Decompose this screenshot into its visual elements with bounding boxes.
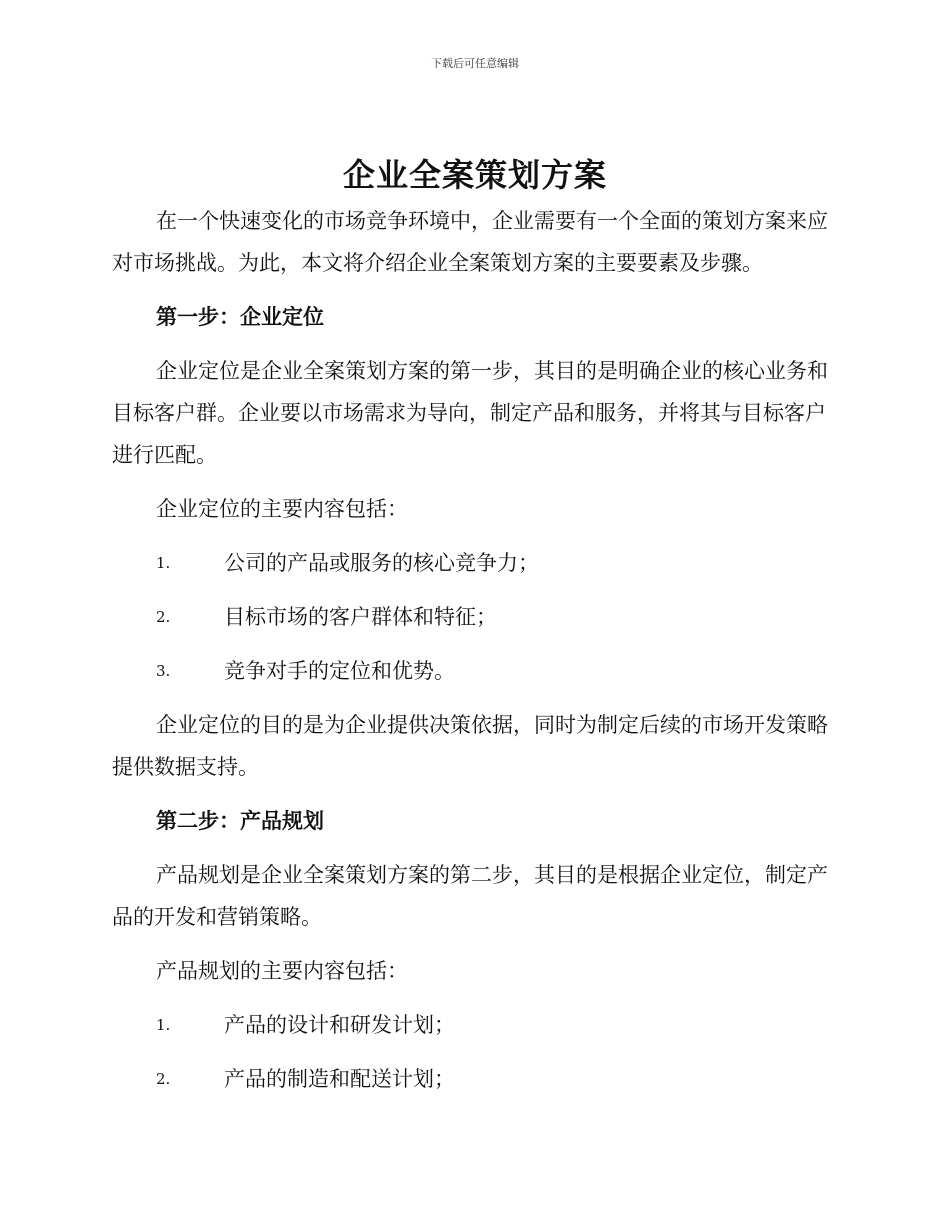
list-item-text: 竞争对手的定位和优势。 [224, 659, 455, 683]
list-item-number: 2. [156, 1070, 171, 1088]
list-item [112, 542, 830, 584]
step2-paragraph: 产品规划是企业全案策划方案的第二步，其目的是根据企业定位，制定产品的开发和营销策略。 [112, 863, 828, 929]
document-title: 企业全案策划方案 [342, 156, 607, 194]
step1-conclusion: 企业定位的目的是为企业提供决策依据，同时为制定后续的市场开发策略提供数据支持。 [112, 713, 828, 779]
list-item-number: 2. [156, 608, 171, 626]
step1-paragraph: 企业定位是企业全案策划方案的第一步，其目的是明确企业的核心业务和目标客户群。企业要以市场需求为导向，制定产品和服务，并将其与目标客户进行匹配。 [112, 359, 828, 467]
page-header: 下载后可任意编辑 [431, 57, 519, 70]
list-item-number: 1. [156, 554, 171, 572]
list-item-text: 产品的制造和配送计划； [224, 1067, 455, 1091]
list-item-text: 产品的设计和研发计划； [224, 1013, 455, 1037]
list-item [112, 1058, 830, 1100]
step1-list-intro: 企业定位的主要内容包括： [156, 497, 408, 521]
list-item-number: 3. [156, 662, 171, 680]
document-body [112, 200, 830, 1100]
step2-heading: 第二步：产品规划 [156, 809, 324, 833]
step1-heading: 第一步：企业定位 [156, 305, 324, 329]
step2-list-intro: 产品规划的主要内容包括： [156, 959, 408, 983]
list-item [112, 1004, 830, 1046]
list-item-number: 1. [156, 1016, 171, 1034]
list-item-text: 目标市场的客户群体和特征； [224, 605, 497, 629]
list-item [112, 650, 830, 692]
list-item-text: 公司的产品或服务的核心竞争力； [224, 551, 539, 575]
intro-paragraph: 在一个快速变化的市场竞争环境中，企业需要有一个全面的策划方案来应对市场挑战。为此，本文将介绍企业全案策划方案的主要要素及步骤。 [112, 209, 828, 275]
list-item [112, 596, 830, 638]
